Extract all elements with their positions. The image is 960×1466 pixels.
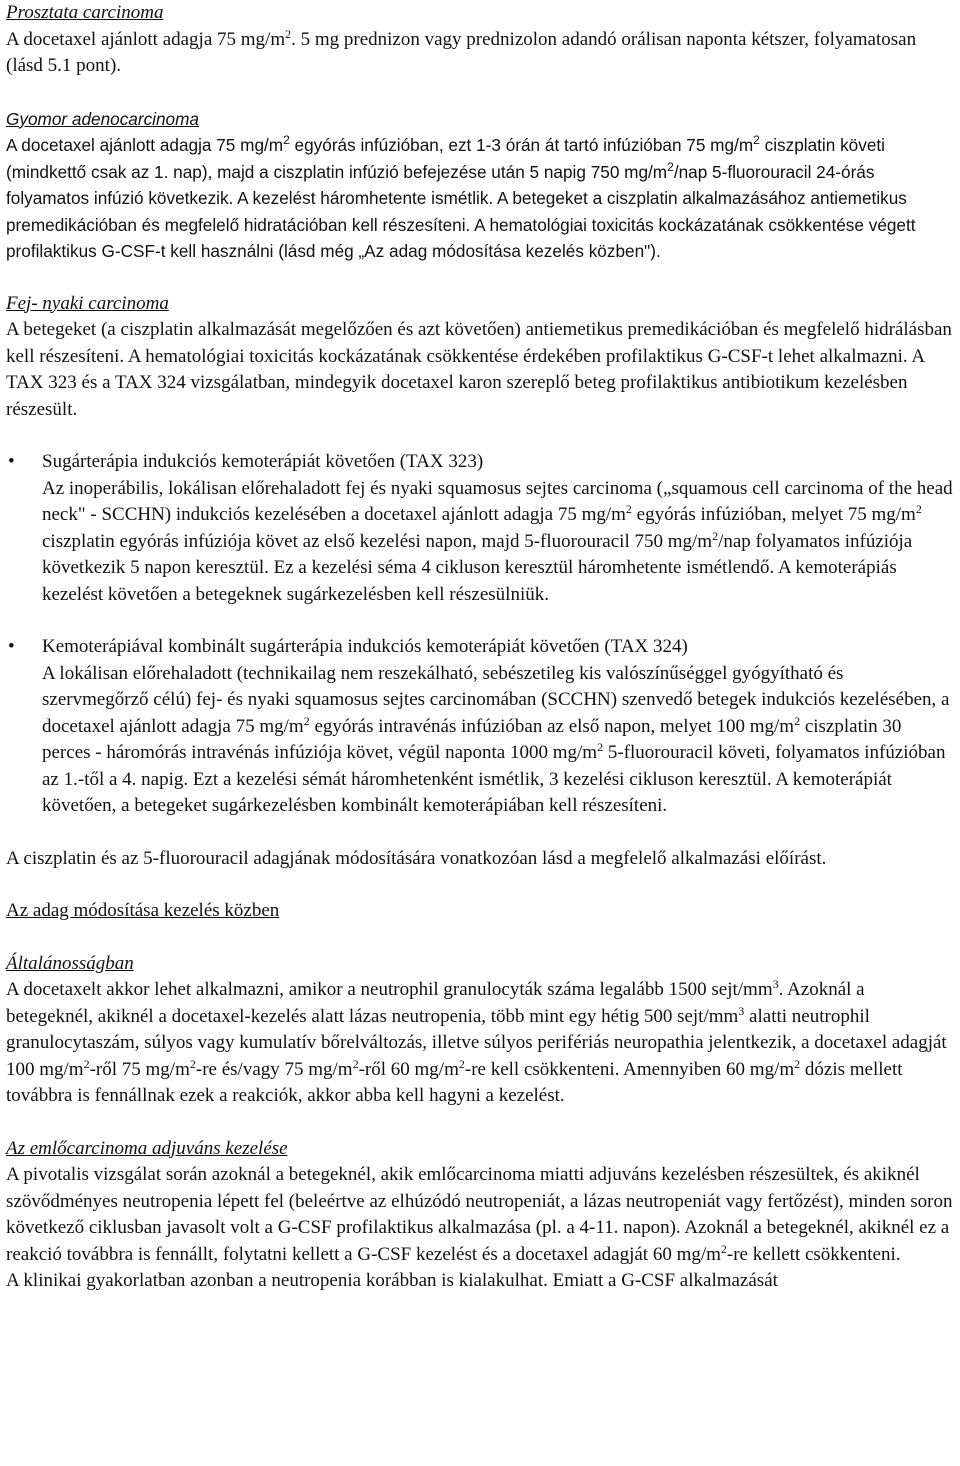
superscript: 2 [915,502,922,516]
text: A lokálisan előrehaladott (technikailag nem reszekálható, sebészetileg kis valószínűséggel gyógyítható és szervmegőrző célú) fej- és nyaki squamosus sejtes carcinomában (SCCHN) szenvedő betegek indukciós kezelésében, a docetaxel ajánlott adagja 75 mg/m [42,662,950,737]
superscript: 2 [458,1056,465,1071]
text: . 5 mg prednizon vagy prednizolon adandó orálisan naponta kétszer, folyamatosan (lásd 5.1 pont). [6,28,917,76]
text: A docetaxel ajánlott adagja 75 mg/m [6,135,284,155]
text: -re és/vagy 75 mg/m [195,1058,353,1080]
paragraph-head-neck: A betegeket (a ciszplatin alkalmazását megelőzően és azt követően) antiemetikus premedikációban és megfelelő hidrálásban kell részesíteni. A hematológiai toxicitás kockázatának csökkentése érdekében profilaktikus G-CSF-t lehet alkalmazni. A TAX 323 és a TAX 324 vizsgálatban, mindegyik docetaxel karon szereplő beteg profilaktikus antibiotikum kezelésben részesült. [6,319,952,420]
superscript: 2 [597,740,604,754]
text: -re kellett csökkenteni. [726,1243,901,1265]
superscript: 2 [303,713,310,728]
text: A docetaxelt akkor lehet alkalmazni, amikor a neutrophil granulocyták száma legalább 1500 sejt/mm [6,979,773,1000]
bullet-body [42,476,954,609]
text: /nap folyamatos infúziója következik 5 napon keresztül. Ez a kezelési séma 4 cikluson keresztül háromhetente ismétlendő. A kemoterápiás kezelést követően a betegeknek sugárkezelésben kell részesülniük. [42,530,913,605]
superscript: 3 [772,977,779,991]
text: dózis mellett továbbra is fennállnak ezek a reakciók, akkor abba kell hagyni a kezelést. [6,1058,903,1106]
heading-head-neck: Fej- nyaki carcinoma [6,292,169,314]
superscript: 2 [794,713,801,728]
superscript: 2 [283,133,290,147]
text: 5-fluorouracil követi, folyamatos infúzióban az 1.-től a 4. napig. Ezt a kezelési sémát háromhetenként ismétlik, 3 kezelési cikluson keresztül. A kemoterápiát követően, a betegeket sugárkezelésben kombinált kemoterápiában kell részesíteni. [42,742,946,816]
bullet-title: Sugárterápia indukciós kemoterápiát követően (TAX 323) [42,451,484,472]
paragraph-breast-adjuvant [6,1162,954,1268]
superscript: 3 [738,1003,745,1018]
bullet-icon: • [8,636,15,657]
heading-breast-adjuvant: Az emlőcarcinoma adjuváns kezelése [6,1137,288,1159]
text: . Azoknál a betegeknél, akiknél a docetaxel-kezelés alatt lázas neutropenia, több mint egy hétig 500 sejt/mm [6,979,865,1027]
paragraph-gastric [6,132,954,265]
heading-dose-adjustment: Az adag módosítása kezelés közben [6,900,280,921]
text: egyórás intravénás infúzióban az első napon, melyet 100 mg/m [309,715,795,737]
paragraph-prostate [6,27,954,80]
text: alatti neutrophil granulocytaszám, súlyos vagy kumulatív bőrelváltozás, illetve súlyos perifériás neuropathia jelentkezik, a docetaxel adagját 100 mg/m [6,1005,947,1080]
superscript: 2 [285,26,292,41]
superscript: 2 [625,502,632,516]
superscript: 2 [189,1056,196,1071]
text: /nap 5-fluorouracil 24-órás folyamatos infúzió következik. A kezelést háromhetente ismétlik. A betegeket a ciszplatin alkalmazásához antiemetikus premedikációban és megfelelő hidratációban kell részesíteni. A hematológiai toxicitás kockázatának csökkentése végett profilaktikus G-CSF-t kell használni (lásd még „Az adag módosítása kezelés közben"). [6,161,916,261]
superscript: 2 [720,1241,727,1256]
heading-prostate: Prosztata carcinoma [6,2,164,23]
superscript: 2 [667,159,674,174]
superscript: 2 [753,133,760,147]
text: A docetaxel ajánlott adagja 75 mg/m [6,28,286,50]
heading-general: Általánosságban [6,952,134,974]
bullet-body [42,661,954,820]
text: ciszplatin 30 perces - háromórás intravénás infúziója követ, végül naponta 1000 mg/m [42,715,902,763]
text: egyórás infúzióban, ezt 1-3 órán át tartó infúzióban 75 mg/m [289,135,754,155]
text: -re kell csökkenteni. Amennyiben 60 mg/m [464,1058,795,1080]
paragraph-dose-mod-ref: A ciszplatin és az 5-fluorouracil adagjának módosítására vonatkozóan lásd a megfelelő alkalmazási előírást. [6,847,827,869]
paragraph-general [6,977,954,1110]
text: -ről 60 mg/m [358,1058,459,1080]
text: Az inoperábilis, lokálisan előrehaladott fej és nyaki squamosus sejtes carcinoma („squamous cell carcinoma of the head neck" - SCCHN) indukciós kezelésében a docetaxel ajánlott adagja 75 mg/m [42,477,953,525]
paragraph-clinical-practice: A klinikai gyakorlatban azonban a neutropenia korábban is kialakulhat. Emiatt a G-CSF alkalmazását [6,1270,778,1291]
bullet-list [6,449,954,820]
superscript: 2 [83,1056,90,1071]
text: A pivotalis vizsgálat során azoknál a betegeknél, akik emlőcarcinoma miatti adjuváns kezelésben részesültek, és akiknél szövődményes neutropenia lépett fel (beleértve az elhúzódó neutropeniát, a lázas neutropeniát vagy fertőzést), minden soron következő ciklusban javasolt volt a G-CSF profilaktikus alkalmazása (pl. a 4-11. napon). Azoknál a betegeknél, akiknél ez a reakció továbbra is fennállt, folytatni kellett a G-CSF kezelést és a docetaxel adagját 60 mg/m [6,1164,953,1265]
bullet-icon: • [8,451,15,472]
list-item-tax323 [6,449,954,608]
text: egyórás infúzióban, melyet 75 mg/m [631,504,916,525]
superscript: 2 [712,528,719,543]
text: -ről 75 mg/m [89,1058,190,1080]
text: ciszplatin egyórás infúziója követ az első kezelési napon, majd 5-fluorouracil 750 mg/m [42,530,713,552]
list-item-tax324 [6,634,954,820]
text: ciszplatin követi (mindkettő csak az 1. nap), majd a ciszplatin infúzió befejezése után 5 napig 750 mg/m [6,135,885,182]
superscript: 2 [352,1056,359,1071]
heading-gastric: Gyomor adenocarcinoma [6,108,199,129]
superscript: 2 [794,1056,801,1071]
bullet-title: Kemoterápiával kombinált sugárterápia indukciós kemoterápiát követően (TAX 324) [42,636,688,657]
